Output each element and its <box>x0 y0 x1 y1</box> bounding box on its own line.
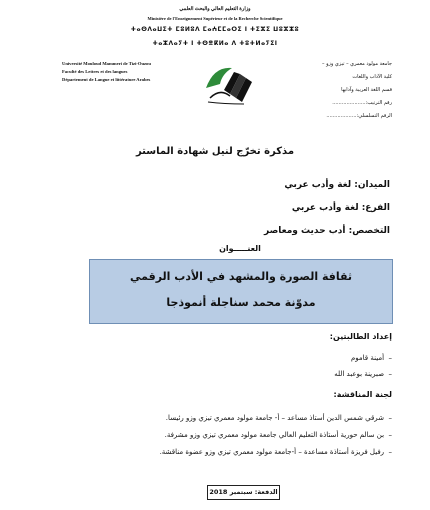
field-branch: الفرع: لغة وأدب عربي <box>291 203 390 213</box>
title-label: العنـــــوان <box>219 244 261 253</box>
faculty-fr: Faculté des Lettres et des langues <box>62 69 128 74</box>
committee-label: لجنة المناقشة: <box>333 390 392 399</box>
list-item: – أمينة قاموم <box>350 354 392 362</box>
field-domain: الميدان: لغة وأدب عربي <box>284 180 390 190</box>
thesis-title-box <box>89 259 393 324</box>
department-fr: Département de Langue et littérature Arabes <box>62 77 151 82</box>
list-item: – صبرينة بوعبد الله <box>334 370 392 378</box>
serial-number: الرقم التسلسلي:................... <box>326 113 392 119</box>
tifinagh-line-1: ⵜⴰⵙⴷⴰⵡⵉⵜ ⵎⵓⵍⵓⴷ ⵎⴰⵄⵎⵎⴰⵔⵉ ⵏ ⵜⵉⵣⵉ ⵡⵓⵣⵣⵓ <box>130 26 300 33</box>
ministry-fr: Ministère de l'Enseignement Supérieur et de la Recherche Scientifique <box>147 16 283 21</box>
thesis-title-line-2: مدوّنة محمد سناجلة أنموذجا <box>166 296 316 309</box>
committee-list <box>160 410 392 461</box>
thesis-title-line-1: ثقافة الصورة والمشهد في الأدب الرقمي <box>129 270 353 283</box>
students-list <box>334 350 392 382</box>
university-ar: جامعة مولود معمري – تيزي وزو – <box>322 61 392 67</box>
students-label: إعداد الطالبتين: <box>329 332 392 341</box>
order-number: رقم الترتيب:..................... <box>332 100 392 106</box>
list-item: – شرقي شمس الدين أستاذ مساعد – أ- جامعة مولود معمري تيزي وزو رئيسا. <box>165 414 392 422</box>
list-item: – رفيل فريزة أستاذة مساعدة – أ-جامعة مولود معمري تيزي وزو عضوة مناقشة. <box>159 448 392 456</box>
university-fr: Université Mouloud Mammeri de Tizi-Ouzou <box>62 61 151 66</box>
left-institution-block <box>62 60 151 84</box>
university-logo <box>200 58 260 106</box>
memo-title: مذكرة تخرّج لنيل شهادة الماستر <box>135 146 295 157</box>
list-item: – بن سالم حورية أستاذة التعليم العالي جامعة مولود معمري تيزي وزو مشرفة. <box>164 431 392 439</box>
right-institution-block <box>322 58 392 123</box>
department-ar: قسم اللغة العربية وآدابها <box>341 87 392 93</box>
field-specialty: التخصص: أدب حديث ومعاصر <box>263 226 390 236</box>
graduation-date: الدفعة: سبتمبر 2018 <box>207 485 280 500</box>
tifinagh-line-2: ⵜⴰⵣⴷⴰⵢⵜ ⵏ ⵜⵙⴻⴽⵍⴰ ⴷ ⵜⵓⵜⵍⴰⵢⵉⵏ <box>152 40 278 47</box>
ministry-ar: وزارة التعليم العالي والبحث العلمي <box>179 7 251 12</box>
faculty-ar: كلية الآداب واللغات <box>352 74 392 80</box>
